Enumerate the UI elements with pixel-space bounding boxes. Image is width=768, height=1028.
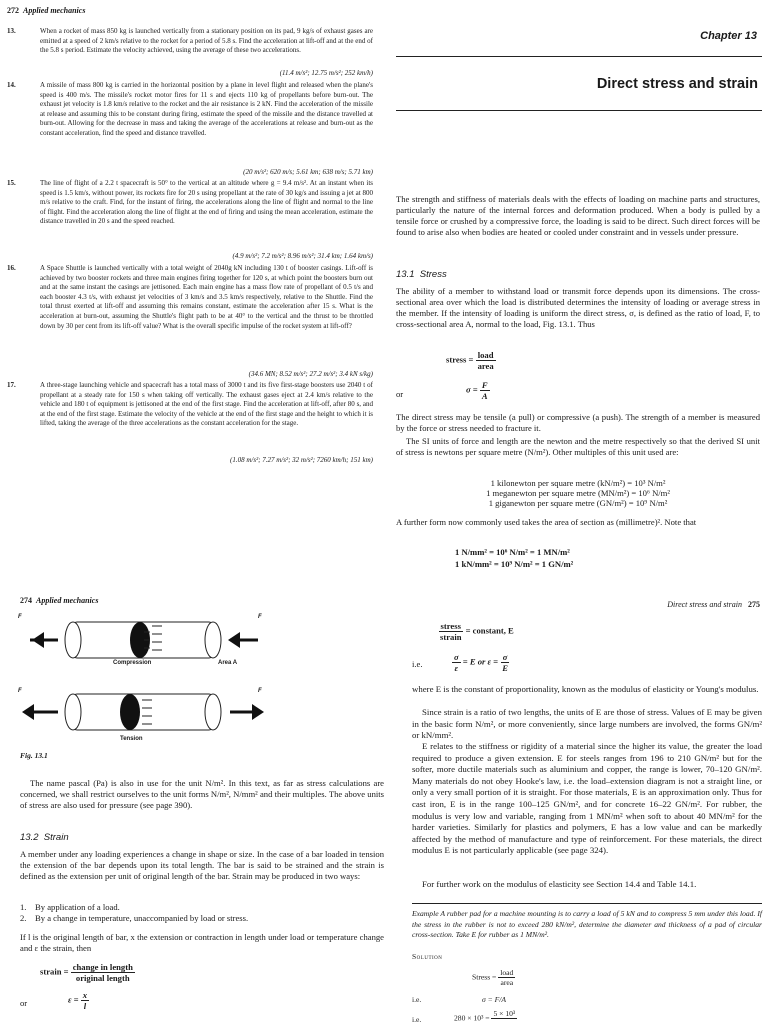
problem-answer: (20 m/s²; 620 m/s; 5.61 km; 638 m/s; 5.71 km) [243, 168, 373, 176]
problem-text: A missile of mass 800 kg is carried in the horizontal position by a plane in level flight and released when the plane's speed is 400 m/s. The missile's rocket motor fires for 11 s and ejects 110 kg of propellants before burn-out. The exhaust jet velocity is 1.8 km/s relative to the rocket and the air resistance is 2 kN. Find the acceleration of the missile at release and assuming this to be constant during firing, estimate the speed of the missile and the distance travelled at burn-out. Allowing for the decrease in mass and taking the average of the accelerations at release and burn-out as the constant acceleration, find the speed and distance travelled. [40, 81, 373, 137]
page-number: 272 [7, 6, 19, 15]
section-number: 13.2 [20, 832, 39, 843]
problem-answer: (34.6 MN; 8.52 m/s²; 27.2 m/s²; 3.4 kN s/kg) [248, 370, 373, 378]
eq-rhs: = constant, E [465, 625, 514, 636]
unit-multiples [396, 478, 760, 508]
eq-lhs: Stress = [472, 972, 497, 982]
equation-constant-e [438, 621, 514, 642]
modulus-paragraph: where E is the constant of proportionality, known as the modulus of elasticity or Young's modulus. [412, 684, 759, 694]
problem-number: 16. [7, 264, 16, 272]
or-label: or [396, 389, 404, 399]
eq-fraction [71, 962, 135, 983]
figure-13-1 [18, 612, 268, 762]
units-of-e-paragraph: Since strain is a ratio of two lengths, the units of E are those of stress. Values of E may be given in the basic form N/m², or more conveniently, since large numbers are involved, the forms GN/m² or kN/mm². [412, 707, 762, 741]
intro-paragraph: The strength and stiffness of materials deals with the effects of loading on machine parts and structures, particularly the nature of the internal forces and deformation produced. When a body is pulled by a tensile force or crushed by a compressive force, the loading is said to be direct. Such direct forces will be found to arise also when bodies are heated or cooled under constraint and in vessels under pressure. [396, 194, 760, 237]
example-text: Example A rubber pad for a machine mounting is to carry a load of 5 kN and to compress 5 mm under this load. If the stress in the rubber is not to exceed 280 kN/m², determine the diameter and thickness of a pad of circular cross-section. Take E for rubber as 1 MN/m². [412, 909, 762, 939]
ie-label: i.e. [412, 659, 423, 669]
strain-definition-paragraph: If l is the original length of bar, x the extension or contraction in length under load or temperature change and ε the strain, then [20, 932, 384, 953]
section-heading-13-2 [20, 832, 69, 843]
eq-lhs: σ = [466, 384, 478, 395]
list-item [20, 913, 384, 924]
mm-equation: 1 kN/mm² = 10⁹ N/m² = 1 GN/m² [455, 559, 574, 569]
eq-numerator: stress [440, 621, 461, 631]
unit-line: 1 meganewton per square metre (MN/m²) = 10⁶ N/m² [486, 488, 670, 498]
problem-answer: (11.4 m/s²; 12.75 m/s²; 252 km/h) [279, 69, 373, 77]
problem-16 [7, 264, 373, 374]
eq-lhs: strain = [40, 966, 69, 977]
section-heading-13-1 [396, 269, 447, 280]
eq-numerator: x [82, 990, 88, 1000]
chapter-label: Chapter 13 [700, 30, 757, 42]
problem-14 [7, 81, 373, 171]
solution-label: Solution [412, 952, 443, 961]
unit-line: 1 kilonewton per square metre (kN/m²) = 10³ N/m² [490, 478, 666, 488]
force-label: F [258, 688, 262, 694]
mm-equations [455, 546, 573, 570]
running-title: Direct stress and strain [667, 600, 742, 609]
section-title: Strain [43, 832, 69, 843]
eq-lhs: stress = [446, 354, 474, 365]
problem-number: 15. [7, 179, 16, 187]
eq-fraction [452, 652, 461, 673]
eq-numerator: load [477, 350, 494, 360]
eq-fraction [81, 990, 89, 1011]
eq-fraction [498, 968, 515, 987]
eq-denominator: original length [75, 973, 130, 983]
equation-stress [446, 350, 496, 371]
ie-label: i.e. [412, 1015, 422, 1024]
ie-label: i.e. [412, 995, 422, 1004]
list-number: 2. [20, 913, 27, 923]
eq-denominator: area [477, 361, 494, 371]
problem-number: 13. [7, 27, 16, 35]
section-number: 13.1 [396, 269, 415, 280]
problem-15 [7, 179, 373, 259]
page-number: 274 [20, 596, 32, 605]
tension-label: Tension [120, 736, 143, 742]
stiffness-paragraph: E relates to the stiffness or rigidity of a material since the higher its value, the greater the load required to produce a given extension. E for steels ranges from 196 to 210 GN/m² but for the softer, more ductile materials such as aluminium and copper, the range is lower, 70–120 GN/m². Many materials do not obey Hooke's law, i.e. the load–extension diagram is not a straight line, or only a very small portion of it is straight. For those materials, E is an approximation only. Thus for cast iron, E is in the range 100–125 GN/m², and for concrete 16–22 GN/m². For rubber, the modulus is very low and variable, ranging from 1 MN/m² when soft to about 40 MN/m² for the harder varieties. Similarly for plastics and polymers, E has a low value and can be markedly affected by the method of manufacture and type of reinforcement. For these materials, the direct modulus E is not particularly applicable (see page 324). [412, 741, 762, 856]
chapter-rule-top [396, 56, 762, 57]
eq-numerator: σ [502, 652, 508, 662]
problem-answer: (4.9 m/s²; 7.2 m/s²; 8.96 m/s²; 31.4 km; 1.64 km/s) [232, 252, 373, 260]
eq-numerator: change in length [72, 962, 133, 972]
page-header-272 [7, 6, 85, 15]
solution-substitution-eq [454, 1009, 517, 1028]
force-label: F [18, 614, 22, 620]
page-header-275 [560, 600, 760, 609]
equation-e-ratio [452, 652, 510, 673]
page-number: 275 [748, 600, 760, 609]
list-number: 1. [20, 902, 27, 912]
figure-svg [18, 612, 268, 762]
eq-lhs: ε = [68, 994, 79, 1005]
eq-denominator: l [83, 1001, 87, 1011]
pascal-paragraph: The name pascal (Pa) is also in use for the unit N/m². In this text, as far as stress calculations are concerned, we shall restrict ourselves to the unit forms N/m², N/mm² and their multiples. The above units of stress are also used for pressure (see page 390). [20, 778, 384, 810]
stress-paragraph: The ability of a member to withstand load or transmit force depends upon its dimensions. The cross-sectional area over which the load is distributed determines the intensity of loading or average stress in the member. If the intensity of loading is uniform the direct stress, σ, is defined as the ratio of load, F, to cross-sectional area A, normal to the load, Fig. 13.1. Thus [396, 286, 760, 329]
eq-numerator: 5 × 10³ [493, 1009, 516, 1018]
page-header-274 [20, 596, 98, 605]
eq-denominator: area [500, 978, 514, 987]
problem-text: When a rocket of mass 850 kg is launched vertically from a stationary position on its pad, 9 kg/s of exhaust gases are emitted at a speed of 2 km/s relative to the rocket for a period of 5.8 s. Find the acceleration at lift-off and at the end of the 5.8 s period. Estimate the velocity achieved, using the average of these two accelerations. [40, 27, 373, 55]
list-text: By a change in temperature, unaccompanied by load or stress. [35, 913, 249, 923]
force-label: F [18, 688, 22, 694]
problem-17 [7, 381, 373, 461]
eq-lhs: 280 × 10³ = [454, 1013, 490, 1023]
solution-sigma-eq: σ = F/A [482, 995, 507, 1004]
problem-number: 17. [7, 381, 16, 389]
section-title: Stress [419, 269, 447, 280]
eq-denominator: ε [454, 663, 459, 673]
eq-fraction [476, 350, 496, 371]
eq-denominator: E [502, 663, 508, 673]
list-text: By application of a load. [35, 902, 120, 912]
running-title: Applied mechanics [36, 596, 99, 605]
chapter-title: Direct stress and strain [596, 76, 758, 92]
equation-sigma [466, 380, 490, 401]
strain-causes-list [20, 902, 384, 924]
eq-fraction [438, 621, 463, 642]
mm-equation: 1 N/mm² = 10⁶ N/m² = 1 MN/m² [455, 547, 570, 557]
solution-stress-eq [472, 968, 515, 987]
problem-text: A Space Shuttle is launched vertically with a total weight of 2040g kN including 130 t of booster casings. Lift-off is achieved by two booster rockets and three main engines firing together for 120 s, at which point the boosters burn out and at the same instant the casings are jettisoned. Each main engine has a mass flow rate of propellant of 0.5 t/s and each booster 4.3 t/s, with exhaust jet velocities of 3 km/s and 3.5 km/s respectively, relative to the Shuttle. Find the total thrust exerted at lift-off and assuming this remains constant, estimate the acceleration after 15 s. What is the acceleration at burn-out, assuming the Shuttle's flight path to be at 40° to the vertical and the thrust to be throttled down by 30 per cent from its lift-off value? What is the overall specific impulse of the rocket system at lift-off? [40, 264, 373, 330]
eq-numerator: F [481, 380, 488, 390]
eq-mid: = E or ε = [462, 656, 499, 667]
list-item [20, 902, 384, 913]
area-label: Area A [218, 660, 238, 666]
compression-bar [30, 622, 258, 658]
or-label: or [20, 998, 28, 1008]
eq-fraction [491, 1009, 517, 1028]
equation-strain [40, 962, 135, 983]
eq-numerator: load [500, 968, 514, 977]
figure-caption: Fig. 13.1 [20, 751, 48, 760]
eq-denominator: A [481, 391, 488, 401]
strain-paragraph: A member under any loading experiences a change in shape or size. In the case of a bar loaded in tension the extension of the bar depends upon its total length. The bar is said to be strained and the strain is defined as the extension per unit of original length of the bar. Strain may be produced in two ways: [20, 849, 384, 881]
force-label: F [258, 614, 262, 620]
chapter-rule-bottom [396, 110, 762, 111]
running-title: Applied mechanics [23, 6, 86, 15]
equation-epsilon [68, 990, 89, 1011]
tensile-paragraph: The direct stress may be tensile (a pull) or compressive (a push). The strength of a member is measured by the force or stress needed to fracture it. [396, 412, 760, 433]
problem-answer: (1.08 m/s²; 7.27 m/s²; 32 m/s²; 7260 km/h; 151 km) [230, 456, 373, 464]
tension-bar [22, 694, 264, 730]
si-paragraph: The SI units of force and length are the newton and the metre respectively so that the derived SI unit of stress is newtons per square metre (N/m²). Other multiples of this unit used are: [396, 436, 760, 457]
mm-paragraph: A further form now commonly used takes the area of section as (millimetre)². Note that [396, 517, 697, 527]
problem-number: 14. [7, 81, 16, 89]
compression-label: Compression [113, 660, 152, 666]
example-rule [412, 903, 762, 904]
further-work-paragraph: For further work on the modulus of elasticity see Section 14.4 and Table 14.1. [422, 879, 697, 889]
eq-fraction [500, 652, 510, 673]
unit-line: 1 giganewton per square metre (GN/m²) = 10⁹ N/m² [488, 498, 668, 508]
problem-text: The line of flight of a 2.2 t spacecraft is 50° to the vertical at an altitude where g = 9.4 m/s². At an instant when its speed is 1.5 km/s, without power, its rockets fire for 20 s using propellant at the rate of 30 kg/s and issuing a jet at 800 m/s relative to the craft. Find, for the instant of firing, the accelerations along the line of flight and normal to the line of flight. Find the acceleration along the line of flight at the end of firing and using the mean acceleration, estimate the distance travelled in 20 s and the speed reached. [40, 179, 373, 226]
eq-fraction [480, 380, 490, 401]
problem-text: A three-stage launching vehicle and spacecraft has a total mass of 3000 t and its five first-stage boosters use 2040 t of propellant at a steady rate for 150 s when taking off vertically. The exhaust gases eject at 2.4 km/s relative to the vehicle and 180 t of equipment is jettisoned at the end of the first stage. Find the acceleration at lift-off, after 80 s, and at the end of the first stage. Estimate the velocity of the vehicle at the end of the first stage and the height to which it is lifted, taking the average of the three accelerations as the constant acceleration for the stage. [40, 381, 373, 428]
eq-denominator: strain [440, 632, 462, 642]
eq-numerator: σ [454, 652, 459, 662]
